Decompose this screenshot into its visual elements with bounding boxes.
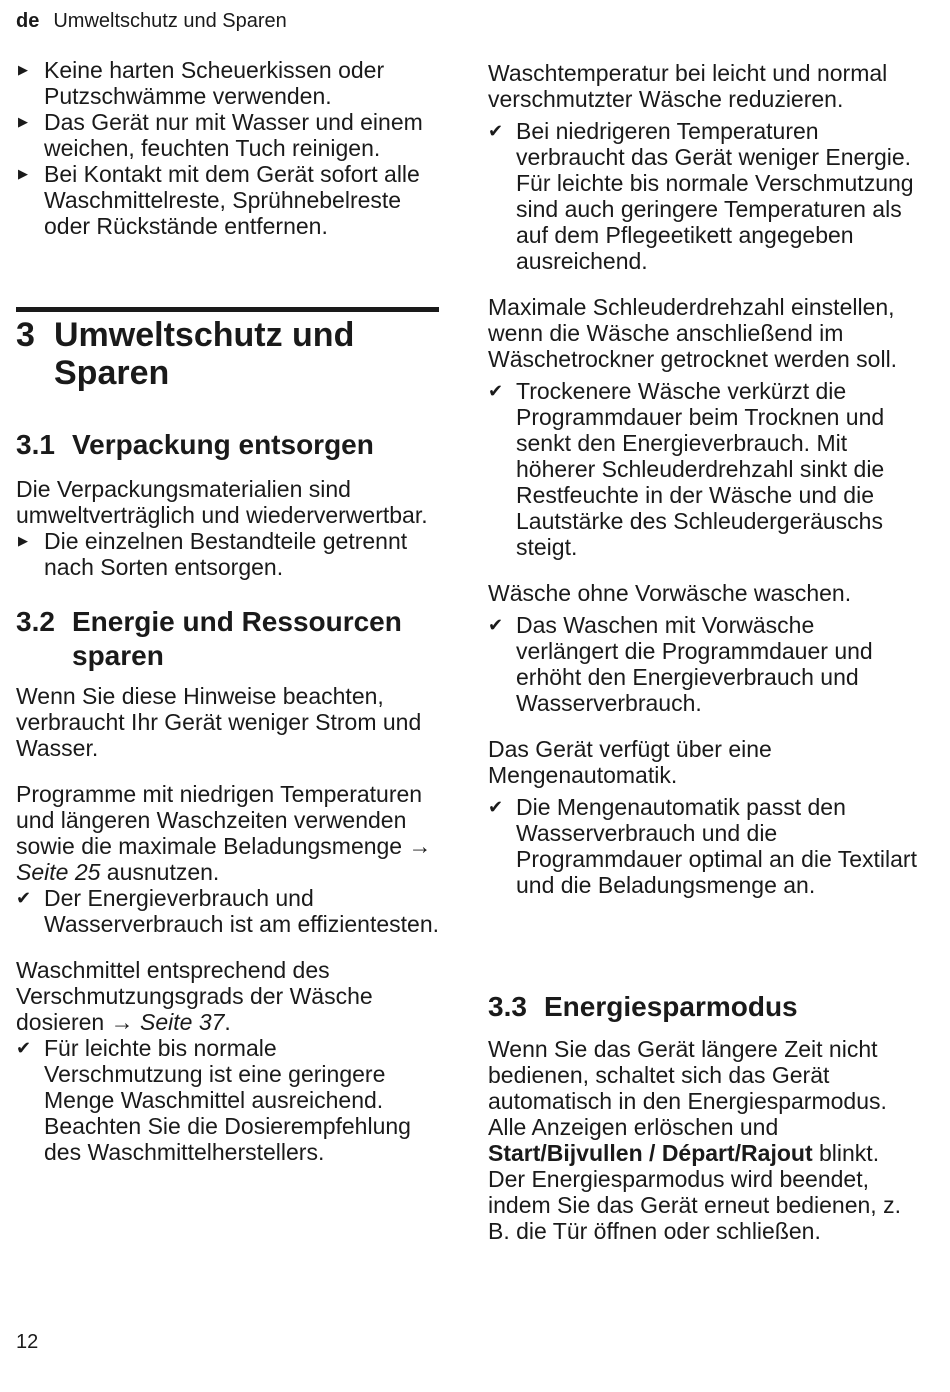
section-number: 3.1 [16, 429, 55, 460]
check-icon: ✔ [16, 888, 32, 908]
paragraph-text: Wenn Sie das Gerät längere Zeit nicht bedienen, schaltet sich das Gerät automatisch in den Energiesparmodus. Alle Anzeigen erlöschen und [488, 1036, 887, 1140]
chapter-number: 3 [16, 316, 35, 354]
section-title-line1: Energie und Ressourcen [72, 606, 402, 637]
section-number: 3.2 [16, 606, 55, 637]
result-text: Für leichte bis normale Verschmutzung ist eine geringere Menge Waschmittel ausreichend. Beachten Sie die Dosierempfehlung des Waschmittelherstellers. [44, 1035, 411, 1165]
list-item-text: Das Gerät nur mit Wasser und einem weichen, feuchten Tuch reinigen. [44, 109, 423, 161]
result-text: Die Mengenautomatik passt den Wasserverbrauch und die Programmdauer optimal an die Textilart und die Beladungsmenge an. [516, 794, 917, 898]
list-item [16, 109, 441, 161]
result-text: Der Energieverbrauch und Wasserverbrauch ist am effizientesten. [44, 885, 439, 937]
list-item-text: Die einzelnen Bestandteile getrennt nach Sorten entsorgen. [44, 528, 408, 580]
paragraph [16, 781, 441, 885]
page-reference-link[interactable]: Seite 37 [140, 1009, 225, 1035]
result-item [16, 1035, 441, 1165]
result-item [488, 118, 918, 274]
running-header [16, 8, 287, 34]
button-label-reference: Start/Bijvullen / Départ/Rajout [488, 1140, 813, 1166]
check-icon: ✔ [488, 797, 504, 817]
paragraph: Maximale Schleuderdrehzahl einstellen, wenn die Wäsche anschließend im Wäschetrockner getrocknet werden soll. [488, 294, 898, 372]
paragraph-text-end: blinkt. Der Energiesparmodus wird beendet, indem Sie das Gerät erneut bedienen, z. B. die Tür öffnen oder schließen. [488, 1140, 901, 1244]
arrow-icon: → [408, 833, 432, 859]
intro-bullet-list [16, 57, 441, 239]
list-item [16, 57, 441, 109]
page-number: 12 [16, 1331, 39, 1353]
check-icon: ✔ [488, 615, 504, 635]
chapter-title-line1: Umweltschutz und [54, 316, 355, 354]
section-heading [16, 605, 441, 673]
list-item [16, 528, 441, 580]
page-reference-link[interactable]: Seite 25 [16, 859, 101, 885]
result-text: Bei niedrigeren Temperaturen verbraucht das Gerät weniger Energie. Für leichte bis normale Verschmutzung sind auch geringere Temperaturen als auf dem Pflegeetikett angegeben ausreichend. [516, 118, 914, 274]
result-item [488, 378, 918, 560]
section-heading [16, 428, 441, 462]
chapter-heading [16, 316, 441, 392]
paragraph-text: Programme mit niedrigen Temperaturen und längeren Waschzeiten verwenden sowie die maximale Beladungsmenge [16, 781, 423, 859]
chapter-divider [16, 307, 439, 312]
section-number: 3.3 [488, 991, 527, 1022]
section-title: Verpackung entsorgen [72, 429, 374, 460]
bullet-icon: ▶ [18, 62, 28, 77]
section-3-3 [488, 990, 918, 1244]
paragraph: Das Gerät verfügt über eine Mengenautomatik. [488, 736, 772, 788]
chapter-title-line2: Sparen [54, 354, 170, 392]
section-heading [488, 990, 918, 1024]
bullet-icon: ▶ [18, 114, 28, 129]
paragraph: Wäsche ohne Vorwäsche waschen. [488, 580, 852, 606]
result-text: Das Waschen mit Vorwäsche verlängert die Programmdauer und erhöht den Energieverbrauch und Wasserverbrauch. [516, 612, 873, 716]
list-item-text: Bei Kontakt mit dem Gerät sofort alle Waschmittelreste, Sprühnebelreste oder Rückstände entfernen. [44, 161, 420, 239]
list-item [16, 161, 441, 239]
arrow-icon: → [110, 1009, 134, 1035]
paragraph-text-end: ausnutzen. [106, 859, 220, 885]
chapter-title [16, 316, 441, 392]
paragraph [488, 1036, 918, 1244]
section-title-line2: sparen [72, 640, 164, 671]
section-3-2 [16, 605, 441, 1165]
section-3-1 [16, 428, 441, 580]
result-item [488, 794, 918, 898]
section-title: Energiesparmodus [544, 991, 798, 1022]
list-item-text: Keine harten Scheuerkissen oder Putzschwämme verwenden. [44, 57, 385, 109]
check-icon: ✔ [488, 121, 504, 141]
result-item [488, 612, 918, 716]
header-title: Umweltschutz und Sparen [53, 10, 287, 32]
bullet-icon: ▶ [18, 533, 28, 548]
paragraph: Die Verpackungsmaterialien sind umweltverträglich und wiederverwertbar. [16, 476, 428, 528]
paragraph: Waschtemperatur bei leicht und normal verschmutzter Wäsche reduzieren. [488, 60, 888, 112]
paragraph [16, 957, 441, 1035]
check-icon: ✔ [16, 1038, 32, 1058]
paragraph: Wenn Sie diese Hinweise beachten, verbraucht Ihr Gerät weniger Strom und Wasser. [16, 683, 422, 761]
language-code: de [16, 10, 40, 32]
right-column-flow [488, 60, 918, 898]
check-icon: ✔ [488, 381, 504, 401]
paragraph-text: Waschmittel entsprechend des Verschmutzungsgrads der Wäsche dosieren [16, 957, 373, 1035]
bullet-icon: ▶ [18, 166, 28, 181]
result-item [16, 885, 441, 937]
result-text: Trockenere Wäsche verkürzt die Programmdauer beim Trocknen und senkt den Energieverbrauch. Mit höherer Schleuderdrehzahl sinkt die Restfeuchte in der Wäsche und die Lautstärke des Schleudergeräuschs steigt. [516, 378, 885, 560]
paragraph-text-end: . [224, 1009, 231, 1035]
